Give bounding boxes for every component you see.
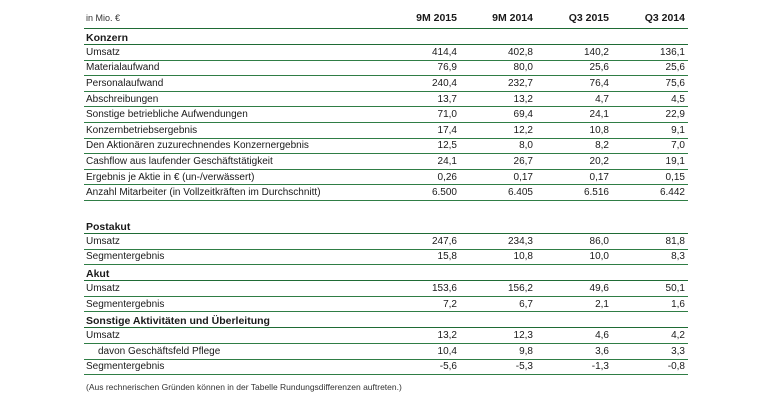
row-label: Abschreibungen xyxy=(86,93,159,105)
cell-value: 76,4 xyxy=(589,77,609,89)
cell-value: 3,3 xyxy=(671,345,685,357)
table-row xyxy=(84,92,688,108)
cell-value: 12,2 xyxy=(513,124,533,136)
column-header: Q3 2015 xyxy=(568,12,609,24)
table-row xyxy=(84,76,688,92)
cell-value: -0,8 xyxy=(667,361,685,373)
cell-value: 12,5 xyxy=(437,140,457,152)
row-label: Ergebnis je Aktie in € (un-/verwässert) xyxy=(86,171,255,183)
cell-value: 4,7 xyxy=(595,93,609,105)
cell-value: 71,0 xyxy=(437,109,457,121)
row-label: Sonstige betriebliche Aufwendungen xyxy=(86,109,248,121)
cell-value: 10,8 xyxy=(513,251,533,263)
cell-value: 10,8 xyxy=(589,124,609,136)
cell-value: 6,7 xyxy=(519,298,533,310)
cell-value: 402,8 xyxy=(507,46,533,58)
row-label: Konzernbetriebsergebnis xyxy=(86,124,198,136)
cell-value: 25,6 xyxy=(589,62,609,74)
table-header xyxy=(84,8,688,29)
cell-value: 20,2 xyxy=(589,155,609,167)
cell-value: -1,3 xyxy=(591,361,609,373)
table-row xyxy=(84,170,688,186)
section-title: Sonstige Aktivitäten und Überleitung xyxy=(84,312,688,328)
cell-value: 6.442 xyxy=(659,187,685,199)
cell-value: -5,3 xyxy=(515,361,533,373)
cell-value: 6.516 xyxy=(583,187,609,199)
cell-value: 8,2 xyxy=(595,140,609,152)
unit-label: in Mio. € xyxy=(86,13,121,23)
row-label: Den Aktionären zuzurechnendes Konzernergebnis xyxy=(86,140,309,152)
table-row xyxy=(84,61,688,77)
cell-value: 7,2 xyxy=(443,298,457,310)
row-label: Segmentergebnis xyxy=(86,298,165,310)
table-row xyxy=(84,185,688,201)
cell-value: 0,17 xyxy=(513,171,533,183)
section-title: Konzern xyxy=(84,29,688,45)
cell-value: 24,1 xyxy=(589,109,609,121)
table-row xyxy=(84,344,688,360)
cell-value: 15,8 xyxy=(437,251,457,263)
cell-value: 7,0 xyxy=(671,140,685,152)
cell-value: 13,7 xyxy=(437,93,457,105)
row-label: Umsatz xyxy=(86,46,120,58)
table-row xyxy=(84,45,688,61)
table-row xyxy=(84,328,688,344)
cell-value: 2,1 xyxy=(595,298,609,310)
cell-value: 24,1 xyxy=(437,155,457,167)
cell-value: 232,7 xyxy=(507,77,533,89)
cell-value: 50,1 xyxy=(665,282,685,294)
row-label: Personalaufwand xyxy=(86,77,164,89)
cell-value: 76,9 xyxy=(437,62,457,74)
cell-value: 153,6 xyxy=(431,282,457,294)
cell-value: 156,2 xyxy=(507,282,533,294)
cell-value: 19,1 xyxy=(665,155,685,167)
row-label: Anzahl Mitarbeiter (in Vollzeitkräften im Durchschnitt) xyxy=(86,187,321,199)
cell-value: 0,26 xyxy=(437,171,457,183)
cell-value: 12,3 xyxy=(513,330,533,342)
cell-value: 22,9 xyxy=(665,109,685,121)
section-title: Akut xyxy=(84,265,688,281)
table-row xyxy=(84,154,688,170)
column-header: Q3 2014 xyxy=(644,12,685,24)
cell-value: 4,5 xyxy=(671,93,685,105)
row-label: Umsatz xyxy=(86,235,120,247)
row-label: Materialaufwand xyxy=(86,62,160,74)
cell-value: 25,6 xyxy=(665,62,685,74)
cell-value: 8,3 xyxy=(671,251,685,263)
row-label: Cashflow aus laufender Geschäftstätigkeit xyxy=(86,155,273,167)
footnote: (Aus rechnerischen Gründen können in der Tabelle Rundungsdifferenzen auftreten.) xyxy=(86,382,402,393)
section-title: Postakut xyxy=(84,218,688,234)
row-label: Umsatz xyxy=(86,330,120,342)
row-label: Segmentergebnis xyxy=(86,361,165,373)
cell-value: -5,6 xyxy=(439,361,457,373)
table-row xyxy=(84,281,688,297)
cell-value: 13,2 xyxy=(437,330,457,342)
cell-value: 414,4 xyxy=(431,46,457,58)
cell-value: 140,2 xyxy=(583,46,609,58)
column-header: 9M 2014 xyxy=(492,12,533,24)
cell-value: 4,2 xyxy=(671,330,685,342)
cell-value: 234,3 xyxy=(507,235,533,247)
cell-value: 4,6 xyxy=(595,330,609,342)
cell-value: 13,2 xyxy=(513,93,533,105)
cell-value: 8,0 xyxy=(519,140,533,152)
cell-value: 9,1 xyxy=(671,124,685,136)
cell-value: 240,4 xyxy=(431,77,457,89)
cell-value: 9,8 xyxy=(519,345,533,357)
table-row xyxy=(84,234,688,250)
cell-value: 75,6 xyxy=(665,77,685,89)
cell-value: 10,0 xyxy=(589,251,609,263)
table-row xyxy=(84,139,688,155)
table-row xyxy=(84,360,688,376)
table-row xyxy=(84,107,688,123)
row-label: Segmentergebnis xyxy=(86,251,165,263)
cell-value: 86,0 xyxy=(589,235,609,247)
cell-value: 49,6 xyxy=(589,282,609,294)
table-row xyxy=(84,297,688,313)
cell-value: 6.500 xyxy=(431,187,457,199)
cell-value: 80,0 xyxy=(513,62,533,74)
cell-value: 0,17 xyxy=(589,171,609,183)
cell-value: 136,1 xyxy=(659,46,685,58)
cell-value: 6.405 xyxy=(507,187,533,199)
table-row xyxy=(84,250,688,266)
financial-table xyxy=(84,8,688,392)
cell-value: 17,4 xyxy=(437,124,457,136)
cell-value: 10,4 xyxy=(437,345,457,357)
cell-value: 3,6 xyxy=(595,345,609,357)
cell-value: 1,6 xyxy=(671,298,685,310)
cell-value: 26,7 xyxy=(513,155,533,167)
row-label: davon Geschäftsfeld Pflege xyxy=(98,345,221,357)
cell-value: 81,8 xyxy=(665,235,685,247)
cell-value: 0,15 xyxy=(665,171,685,183)
cell-value: 247,6 xyxy=(431,235,457,247)
table-row xyxy=(84,123,688,139)
row-label: Umsatz xyxy=(86,282,120,294)
cell-value: 69,4 xyxy=(513,109,533,121)
column-header: 9M 2015 xyxy=(416,12,457,24)
